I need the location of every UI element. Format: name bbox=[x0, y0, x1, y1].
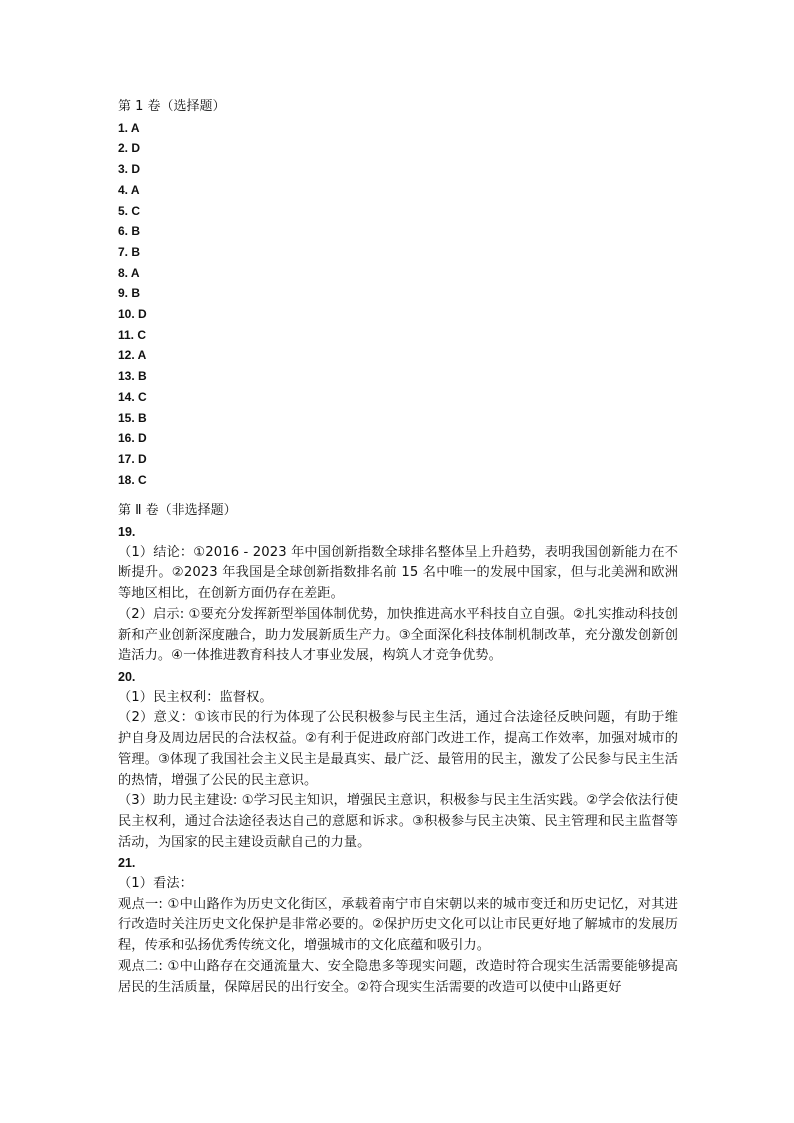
question-19-part1: （1）结论：①2016 - 2023 年中国创新指数全球排名整体呈上升趋势，表明我国创新能力在不断提升。②2023 年我国是全球创新指数排名前 15 名中唯一的发展中国家，但与北美洲和欧洲等地区相比，在创新方面仍存在差距。 bbox=[118, 544, 678, 602]
question-21-part1: （1）看法： bbox=[118, 876, 193, 892]
question-19-number: 19. bbox=[118, 525, 136, 540]
answer-item: 8. A bbox=[118, 265, 140, 280]
answer-item: 13. B bbox=[118, 369, 147, 384]
answer-item: 15. B bbox=[118, 410, 147, 425]
answer-item: 3. D bbox=[118, 162, 141, 177]
question-20-part3: （3）助力民主建设: ①学习民主知识，增强民主意识，积极参与民主生活实践。②学会依法行使民主权利，通过合法途径表达自己的意愿和诉求。③积极参与民主决策、民主管理和民主监督等活动，为国家的民主建设贡献自己的力量。 bbox=[118, 793, 678, 850]
answer-item: 16. D bbox=[118, 431, 147, 446]
question-21-viewpoint2: 观点二: ①中山路存在交通流量大、安全隐患多等现实问题，改造时符合现实生活需要能够提高居民的生活质量，保障居民的出行安全。②符合现实生活需要的改造可以使中山路更好 bbox=[118, 958, 678, 995]
answer-item: 1. A bbox=[118, 120, 140, 135]
answer-item: 9. B bbox=[118, 286, 141, 301]
answer-item: 6. B bbox=[118, 224, 141, 239]
question-20-number: 20. bbox=[118, 669, 136, 684]
answer-item: 18. C bbox=[118, 472, 147, 487]
question-19-part2: （2）启示: ①要充分发挥新型举国体制优势，加快推进高水平科技自立自强。②扎实推动科技创新和产业创新深度融合，助力发展新质生产力。③全面深化科技体制机制改革，充分激发创新创造活力。④一体推进教育科技人才事业发展，构筑人才竞争优势。 bbox=[118, 606, 678, 664]
question-21-viewpoint1: 观点一: ①中山路作为历史文化街区，承载着南宁市自宋朝以来的城市变迁和历史记忆，对其进行改造时关注历史文化保护是非常必要的。②保护历史文化可以让市民更好地了解城市的发展历程，传承和弘扬优秀传统文化，增强城市的文化底蕴和吸引力。 bbox=[118, 896, 678, 954]
question-20-part2: （2）意义：①该市民的行为体现了公民积极参与民主生活，通过合法途径反映问题，有助于维护自身及周边居民的合法权益。②有利于促进政府部门改进工作，提高工作效率，加强对城市的管理。③体现了我国社会主义民主是最真实、最广泛、最管用的民主，激发了公民参与民主生活的热情，增强了公民的民主意识。 bbox=[118, 710, 678, 788]
answer-list bbox=[118, 118, 678, 491]
part2-title: 第 Ⅱ 卷（非选择题） bbox=[118, 503, 237, 519]
answer-item: 7. B bbox=[118, 244, 141, 259]
question-20-part1: （1）民主权利：监督权。 bbox=[118, 689, 273, 705]
question-21-number: 21. bbox=[118, 856, 136, 871]
answer-item: 12. A bbox=[118, 348, 147, 363]
part1-title: 第 1 卷（选择题） bbox=[118, 99, 226, 114]
answer-item: 4. A bbox=[118, 182, 140, 197]
answer-item: 17. D bbox=[118, 451, 147, 466]
answer-document bbox=[118, 97, 678, 998]
answer-item: 11. C bbox=[118, 327, 147, 342]
answer-item: 5. C bbox=[118, 203, 141, 218]
answer-item: 2. D bbox=[118, 141, 141, 156]
answer-item: 14. C bbox=[118, 389, 147, 404]
answer-item: 10. D bbox=[118, 307, 147, 322]
